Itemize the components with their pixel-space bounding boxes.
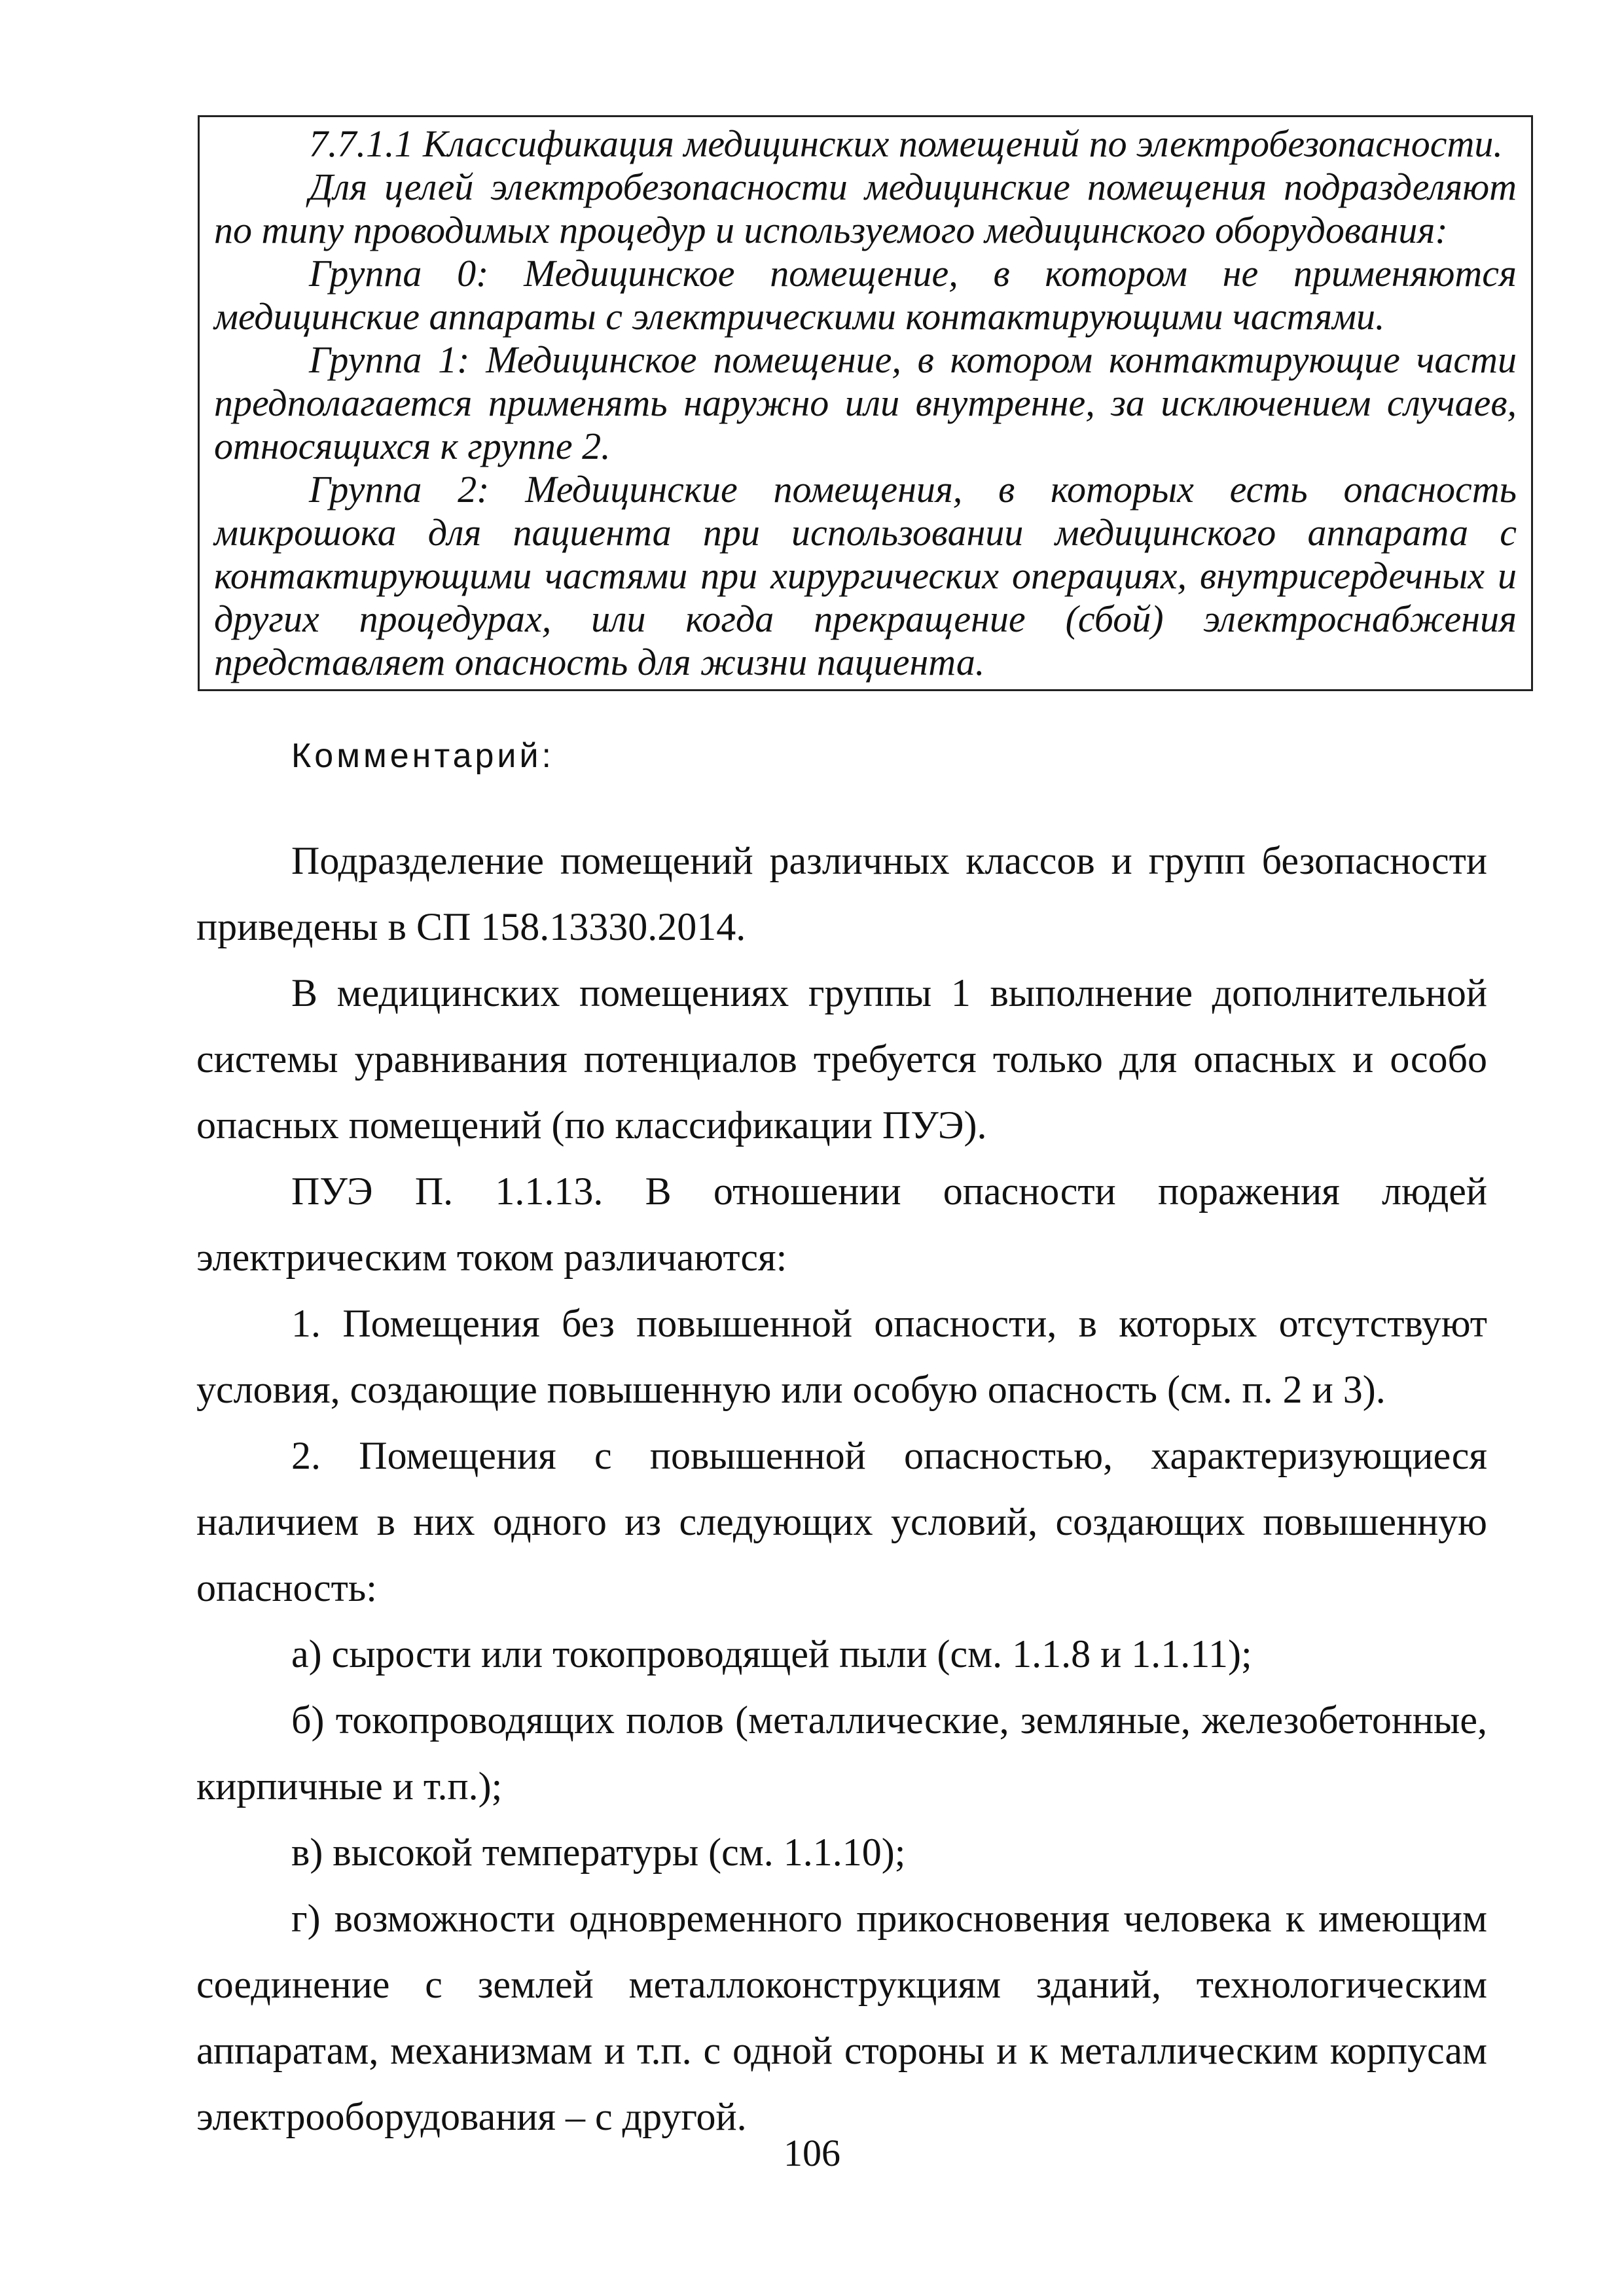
paragraph: ПУЭ П. 1.1.13. В отношении опасности поражения людей электрическим током различаются:	[196, 1170, 1487, 1279]
list-item: г) возможности одновременного прикосновения человека к имеющим соединение с землей металлоконструкциям зданий, технологическим аппаратам, механизмам и т.п. с одной стороны и к металлическим корпусам электрооборудования – с другой.	[196, 1897, 1487, 2138]
list-item: б) токопроводящих полов (металлические, земляные, железобетонные, кирпичные и т.п.);	[196, 1698, 1487, 1808]
norm-intro: Для целей электробезопасности медицинские помещения подразделяют по типу проводимых процедур и используемого медицинского оборудования:	[214, 166, 1517, 251]
commentary-heading: Комментарий:	[291, 737, 554, 775]
list-item: а) сырости или токопроводящей пыли (см. 1.1.8 и 1.1.11);	[291, 1632, 1252, 1676]
paragraph: Подразделение помещений различных классов и групп безопасности приведены в СП 158.13330.2014.	[196, 839, 1487, 948]
norm-group-2: Группа 2: Медицинские помещения, в которых есть опасность микрошока для пациента при использовании медицинского аппарата с контактирующими частями при хирургических операциях, внутрисердечных и других процедурах, или когда прекращение (сбой) электроснабжения представляет опасность для жизни пациента.	[214, 468, 1517, 683]
list-item: в) высокой температуры (см. 1.1.10);	[291, 1831, 906, 1874]
paragraph: В медицинских помещениях группы 1 выполнение дополнительной системы уравнивания потенциалов требуется только для опасных и особо опасных помещений (по классификации ПУЭ).	[196, 971, 1487, 1147]
paragraph: 2. Помещения с повышенной опасностью, характеризующиеся наличием в них одного из следующих условий, создающих повышенную опасность:	[196, 1434, 1487, 1609]
normative-excerpt-box	[198, 115, 1533, 691]
commentary-body	[196, 828, 1487, 2150]
page-number: 106	[784, 2132, 840, 2174]
paragraph: 1. Помещения без повышенной опасности, в которых отсутствуют условия, создающие повышенную или особую опасность (см. п. 2 и 3).	[196, 1302, 1487, 1411]
norm-heading: 7.7.1.1 Классификация медицинских помещений по электробезопасности.	[309, 122, 1503, 165]
norm-group-0: Группа 0: Медицинское помещение, в котором не применяются медицинские аппараты с электрическими контактирующими частями.	[214, 252, 1517, 338]
norm-group-1: Группа 1: Медицинское помещение, в котором контактирующие части предполагается применять наружно или внутренне, за исключением случаев, относящихся к группе 2.	[214, 338, 1517, 467]
